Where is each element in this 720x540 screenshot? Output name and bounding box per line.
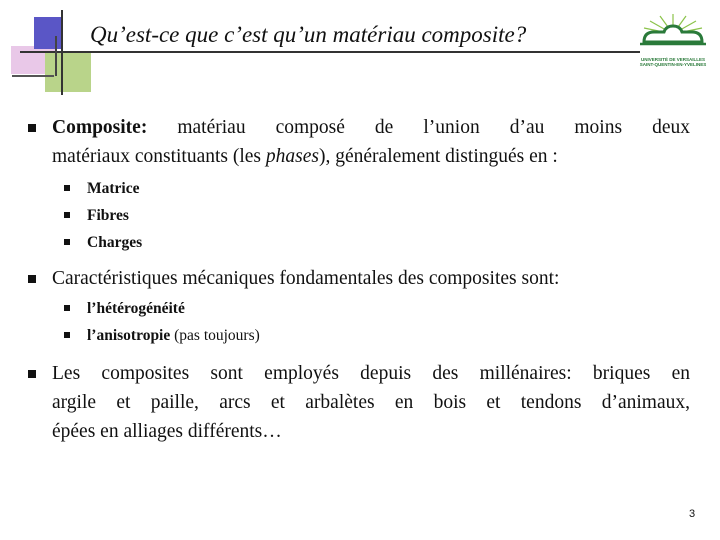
bullet-line bbox=[52, 113, 690, 142]
bullet-text: matériaux constituants (les bbox=[52, 146, 266, 167]
decor-line bbox=[61, 10, 63, 95]
sub-list bbox=[26, 295, 690, 349]
square-bullet-icon bbox=[28, 275, 36, 283]
bullet-line bbox=[52, 142, 690, 171]
decor-line bbox=[55, 36, 57, 76]
emphasis-text: phases bbox=[265, 146, 319, 167]
title-rule bbox=[20, 51, 640, 53]
sub-item-text: Fibres bbox=[87, 207, 129, 224]
decor-green-square bbox=[45, 52, 91, 92]
sub-item-note: (pas toujours) bbox=[170, 327, 260, 344]
bullet-text: matériau composé de l’union d’au moins deux bbox=[147, 117, 690, 138]
square-bullet-icon bbox=[28, 370, 36, 378]
sub-item-text: l’anisotropie bbox=[87, 327, 171, 344]
decor-blue-square bbox=[34, 17, 62, 49]
sub-list bbox=[26, 175, 690, 256]
bullet-line: Les composites sont employés depuis des millénaires: briques en bbox=[52, 363, 690, 384]
square-bullet-icon bbox=[64, 305, 70, 311]
sub-item bbox=[26, 175, 690, 202]
square-bullet-icon bbox=[64, 239, 70, 245]
sub-item bbox=[26, 229, 690, 256]
page-number: 3 bbox=[689, 508, 696, 520]
square-bullet-icon bbox=[64, 185, 70, 191]
decor-line bbox=[12, 75, 54, 77]
square-bullet-icon bbox=[64, 212, 70, 218]
sub-item-text: Matrice bbox=[87, 180, 140, 197]
logo-text: UNIVERSITÉ DE VERSAILLES bbox=[640, 57, 705, 62]
logo-emblem-icon bbox=[636, 12, 710, 52]
sub-item bbox=[26, 202, 690, 229]
bullet-item bbox=[26, 264, 690, 293]
bullet-line: argile et paille, arcs et arbalètes en bois et tendons d’animaux, bbox=[52, 392, 690, 413]
bullet-text: ), généralement distingués en : bbox=[319, 146, 558, 167]
term-label: Composite: bbox=[52, 117, 148, 138]
slide-title: Qu’est-ce que c’est qu’un matériau composite? bbox=[90, 22, 527, 47]
slide-body bbox=[26, 113, 690, 446]
square-bullet-icon bbox=[28, 124, 36, 132]
university-logo bbox=[636, 12, 710, 68]
sub-item-text: l’hétérogénéité bbox=[87, 300, 185, 317]
bullet-text: Caractéristiques mécaniques fondamentales des composites sont: bbox=[52, 268, 560, 289]
sub-item-text: Charges bbox=[87, 234, 143, 251]
bullet-line: épées en alliages différents… bbox=[52, 421, 282, 442]
logo-text: SAINT-QUENTIN-EN-YVELINES bbox=[639, 62, 707, 67]
bullet-item bbox=[26, 113, 690, 171]
bullet-item bbox=[26, 359, 690, 446]
square-bullet-icon bbox=[64, 332, 70, 338]
sub-item bbox=[26, 295, 690, 322]
sub-item bbox=[26, 322, 690, 349]
